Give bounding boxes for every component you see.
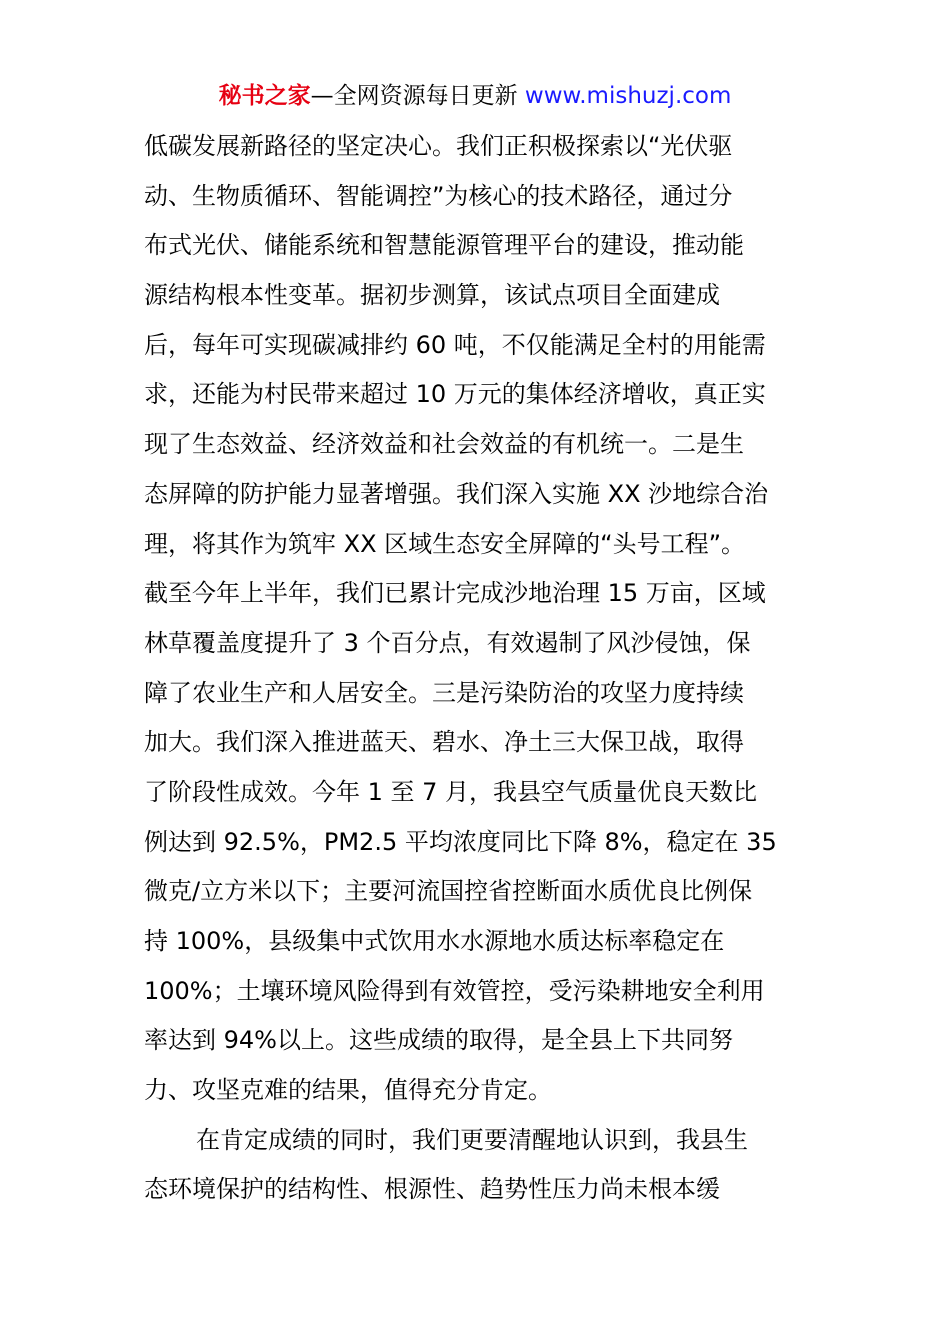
brand-name: 秘书之家 [218, 83, 311, 109]
text-line: 截至今年上半年，我们已累计完成沙地治理 15 万亩，区域 [144, 579, 766, 608]
header-tagline: —全网资源每日更新 [310, 83, 525, 109]
text-line: 现了生态效益、经济效益和社会效益的有机统一。二是生 [144, 430, 744, 459]
text-line: 态环境保护的结构性、根源性、趋势性压力尚未根本缓 [144, 1175, 720, 1204]
site-url-link[interactable]: www.mishuzj.com [524, 83, 732, 109]
text-line: 源结构根本性变革。据初步测算，该试点项目全面建成 [144, 281, 720, 310]
text-line: 率达到 94%以上。这些成绩的取得，是全县上下共同努 [144, 1026, 733, 1055]
text-line: 加大。我们深入推进蓝天、碧水、净土三大保卫战，取得 [144, 728, 744, 757]
text-line: 林草覆盖度提升了 3 个百分点，有效遏制了风沙侵蚀，保 [144, 628, 751, 657]
document-body [144, 122, 814, 1215]
text-line: 动、生物质循环、智能调控”为核心的技术路径，通过分 [144, 181, 733, 210]
text-line: 例达到 92.5%，PM2.5 平均浓度同比下降 8%，稳定在 35 [144, 827, 777, 856]
text-line: 力、攻坚克难的结果，值得充分肯定。 [144, 1076, 552, 1105]
text-line: 了阶段性成效。今年 1 至 7 月，我县空气质量优良天数比 [144, 777, 758, 806]
text-line: 微克/立方米以下；主要河流国控省控断面水质优良比例保 [144, 877, 753, 906]
text-line: 持 100%，县级集中式饮用水水源地水质达标率稳定在 [144, 927, 725, 955]
paragraph-start-line: 在肯定成绩的同时，我们更要清醒地认识到，我县生 [196, 1125, 748, 1154]
text-line: 态屏障的防护能力显著增强。我们深入实施 XX 沙地综合治 [144, 479, 769, 508]
text-line: 求，还能为村民带来超过 10 万元的集体经济增收，真正实 [144, 380, 766, 409]
text-line: 理，将其作为筑牢 XX 区域生态安全屏障的“头号工程”。 [144, 529, 746, 558]
text-line: 后，每年可实现碳减排约 60 吨，不仅能满足全村的用能需 [144, 330, 766, 359]
text-line: 低碳发展新路径的坚定决心。我们正积极探索以“光伏驱 [144, 132, 733, 160]
page-header [0, 80, 950, 112]
text-line: 障了农业生产和人居安全。三是污染防治的攻坚力度持续 [144, 678, 744, 707]
text-line: 100%；土壤环境风险得到有效管控，受污染耕地安全利用 [144, 976, 765, 1005]
text-line: 布式光伏、储能系统和智慧能源管理平台的建设，推动能 [144, 231, 744, 260]
